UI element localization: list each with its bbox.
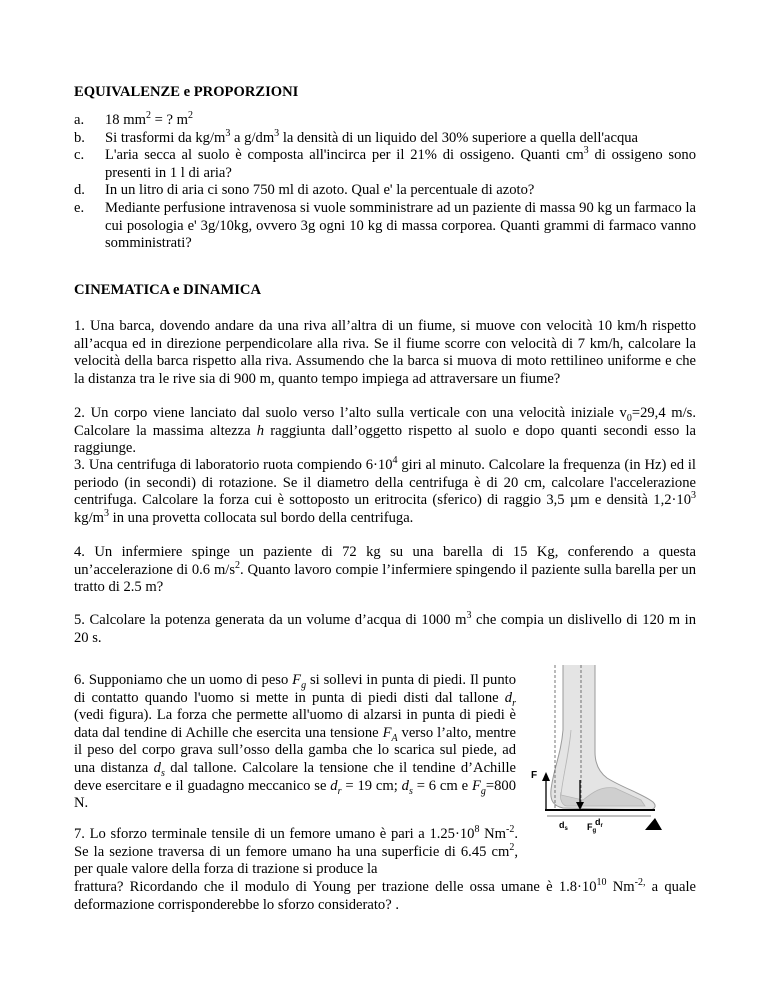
- list-letter: e.: [74, 199, 85, 216]
- list-letter: a.: [74, 112, 85, 128]
- list-item: [74, 200, 696, 253]
- list-item: [74, 182, 696, 200]
- label-f: F: [531, 770, 538, 781]
- section-title-cinematica: CINEMATICA e DINAMICA: [74, 282, 262, 298]
- list-text: 18 $mm^2$ = ? $m^2$: [105, 110, 193, 128]
- foot-diagram: [523, 660, 662, 834]
- list-item: [74, 147, 696, 182]
- pivot-triangle: [645, 818, 662, 830]
- exercise-4: 4. Un infermiere spinge un paziente di 72 kg su una barella di 15 Kg, conferendo a questa un’accelerazione di 0.6 $m/s^2$. Quanto lavoro compie l’infermiere spingendo il paziente sulla barella per un tratto di 2.5 m?: [74, 544, 696, 596]
- list-letter: d.: [74, 182, 85, 199]
- list-text: L'aria secca al suolo è composta all'incirca per il 21% di ossigeno. Quanti $cm^3$ di ossigeno sono presenti in 1 l di aria?: [105, 145, 696, 181]
- list-letter: b.: [74, 129, 85, 146]
- list-text: Mediante perfusione intravenosa si vuole somministrare ad un paziente di massa 90 kg un farmaco la cui posologia e' 3g/10kg, ovvero 3g ogni 10 kg di massa corporea. Quanti grammi di farmaco vanno somministrati?: [105, 199, 696, 252]
- exercise-2: 2. Un corpo viene lanciato dal suolo verso l’alto sulla verticale con una velocità iniziale $v_0=29,4$ m/s. Calcolare la massima altezza h raggiunta dall’oggetto rispetto al suolo e dopo quanti secondi esso la raggiunge.: [74, 405, 697, 457]
- list-letter: c.: [74, 147, 85, 164]
- exercise-7-end: frattura? Ricordando che il modulo di Young per trazione delle ossa umane è $1.8\cdot 10^{10}$ $Nm^{-2,}$ a quale deformazione corrisponderebbe lo sforzo considerato? .: [74, 877, 696, 913]
- list-text: In un litro di aria ci sono 750 ml di azoto. Qual e' la percentuale di azoto?: [105, 182, 535, 199]
- label-dr: $d_r$: [595, 817, 603, 829]
- list-item: [74, 112, 696, 130]
- exercise-3: 3. Una centrifuga di laboratorio ruota compiendo $6\cdot 10^4$ giri al minuto. Calcolare la frequenza (in Hz) ed il periodo (in secondi) di rotazione. Se il diametro della centrifuga è di 20 cm, calcolare l'accelerazione centrifuga. Calcolare la forza cui è sottoposto un eritrocita (sferico) di raggio 3,5 µm e densità $1,2\cdot 10^3$ $kg/m^3$ in una provetta collocata sul bordo della centrifuga.: [74, 455, 696, 526]
- list-text: Si trasformi da $kg/m^3$ a $g/dm^3$ la densità di un liquido del 30% superiore a quella dell'acqua: [105, 127, 639, 146]
- section-title-equivalenze: EQUIVALENZE e PROPORZIONI: [74, 84, 299, 100]
- exercise-list-equivalenze: [74, 112, 696, 253]
- list-item: [74, 127, 696, 148]
- label-ds: $d_s$: [559, 820, 568, 832]
- exercise-7-start: 7. Lo sforzo terminale tensile di un femore umano è pari a $1.25\cdot 10^8$ $Nm^{-2}$. Se la sezione traversa di un femore umano ha una superficie di 6.45 $cm^2$, per quale valore della forza di trazione si produce la: [74, 824, 518, 878]
- label-fg: $F_g$: [587, 822, 597, 834]
- exercise-5: 5. Calcolare la potenza generata da un volume d’acqua di 1000 $m^3$ che compia un dislivello di 120 m in 20 s.: [74, 610, 696, 646]
- exercise-6: 6. Supponiamo che un uomo di peso $F_g$ si sollevi in punta di piedi. Il punto di contatto quando l'uomo si mette in punta di piedi disti dal tallone $d_r$ (vedi figura). La forza che permette all'uomo di alzarsi in punta di piedi è data dal tendine di Achille che esercita una tensione $F_A$ verso l’alto, mentre il peso del corpo grava sull’osso della gamba che lo scarica sul piede, ad una distanza $d_s$ dal tallone. Calcolare la tensione che il tendine d’Achille deve esercitare e il guadagno meccanico se $d_r = 19$ cm; $d_s = 6$ cm e $F_g=800$ N.: [74, 672, 516, 812]
- force-a-arrowhead: [542, 772, 550, 781]
- exercise-1: 1. Una barca, dovendo andare da una riva all’altra di un fiume, si muove con velocità 10 km/h rispetto all’acqua ed in direzione perpendicolare alla riva. Se il fiume scorre con velocità di 7 km/h, calcolare la velocità della barca rispetto alla riva. Assumendo che la barca si muova di moto rettilineo uniforme e che la distanza tra le rive sia di 900 m, quanto tempo impiega ad attraversare un fiume?: [74, 318, 696, 387]
